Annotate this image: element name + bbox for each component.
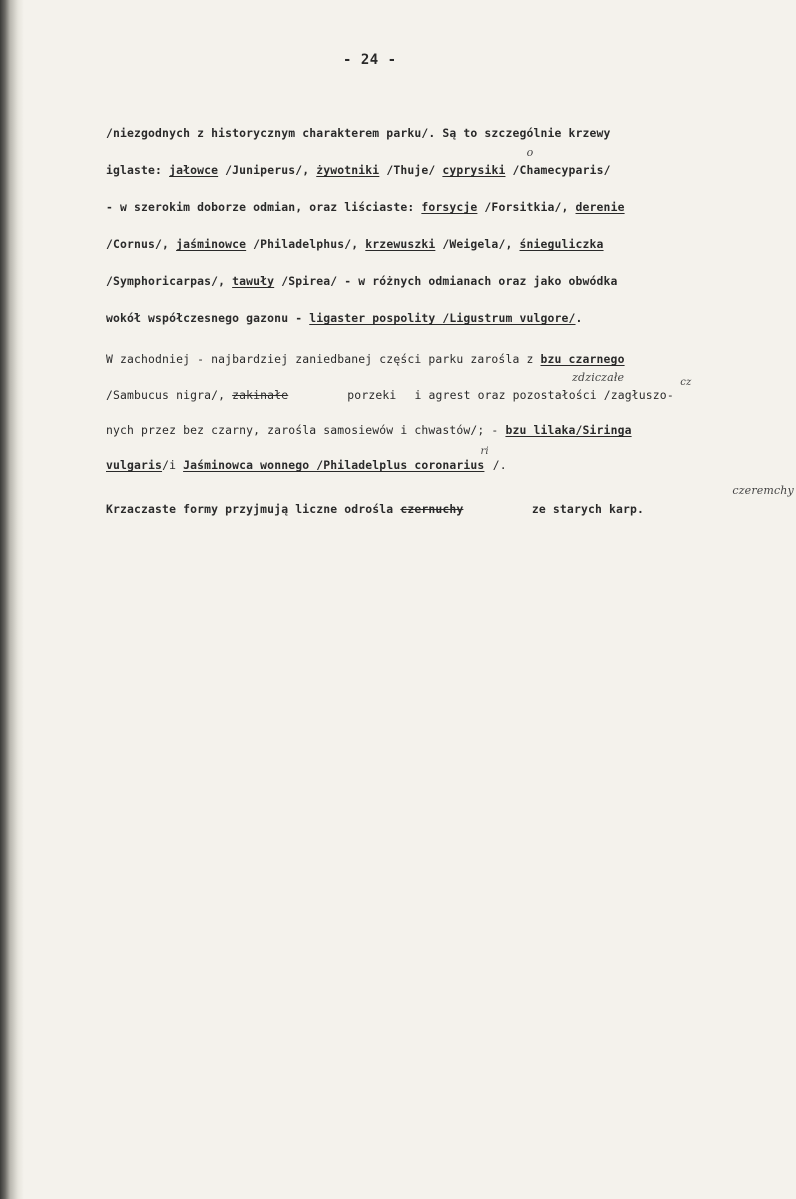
text-segment: /niezgodnych z historycznym charakterem parku/. Są to szczególnie krzewy bbox=[106, 126, 611, 140]
handwritten-correction: czeremchy bbox=[732, 484, 794, 497]
handwritten-correction: cz bbox=[680, 377, 692, 388]
page-number: - 24 - bbox=[343, 52, 397, 68]
underlined-term: śnieguliczka bbox=[519, 237, 604, 251]
text-segment: /i bbox=[162, 458, 184, 472]
underlined-term: ligaster pospolity /Ligustrum vulgore/ bbox=[309, 311, 576, 325]
text-segment: /Symphoricarpas/, bbox=[106, 274, 233, 288]
struck-word: czernuchy bbox=[400, 502, 464, 516]
text-segment: W zachodniej - najbardziej zaniedbanej części parku zarośla z bbox=[106, 352, 541, 366]
text-segment: i agrest oraz pozostałości /zagłuszo- bbox=[407, 388, 674, 402]
text-segment: ki bbox=[382, 388, 397, 402]
underlined-term: jałowce bbox=[169, 163, 219, 177]
binding-edge bbox=[0, 0, 24, 1199]
underlined-term: bzu lilaka/Siringa bbox=[505, 423, 632, 437]
text-segment: /Weigela/, bbox=[435, 237, 520, 251]
underlined-term: forsycje bbox=[421, 200, 478, 214]
correction-group bbox=[183, 446, 493, 472]
text-segment: /Thuje/ bbox=[379, 163, 443, 177]
underlined-term: Jaśminowca wonnego /Philadelplus coronarius bbox=[183, 458, 485, 472]
text-segment: /Forsitkia/, bbox=[477, 200, 576, 214]
text-line bbox=[106, 484, 794, 516]
text-segment: /Chamecyparis/ bbox=[505, 163, 611, 177]
underlined-term: derenie bbox=[575, 200, 625, 214]
text-segment: /Cornus/, bbox=[106, 237, 177, 251]
underlined-term: bzu czarnego bbox=[540, 352, 625, 366]
underlined-term: tawuły bbox=[232, 274, 275, 288]
text-line bbox=[106, 423, 632, 437]
text-line bbox=[106, 446, 507, 472]
struck-word: zakinałe bbox=[232, 388, 289, 402]
text-line bbox=[106, 274, 618, 288]
underlined-term: jaśminowce bbox=[176, 237, 247, 251]
text-segment: /Juniperus/, bbox=[218, 163, 317, 177]
underlined-term: krzewuszki bbox=[365, 237, 436, 251]
text-segment: /Spirea/ - w różnych odmianach oraz jako obwódka bbox=[274, 274, 618, 288]
text-segment: /Philadelphus/, bbox=[246, 237, 366, 251]
text-line bbox=[106, 200, 625, 214]
underlined-term: cyprysiki bbox=[442, 163, 506, 177]
text-segment: /Sambucus nigra/, bbox=[106, 388, 233, 402]
text-segment: porze bbox=[340, 388, 383, 402]
text-line bbox=[106, 237, 604, 251]
text-line bbox=[106, 371, 692, 402]
text-segment: - w szerokim doborze odmian, oraz liściaste: bbox=[106, 200, 422, 214]
text-segment: . bbox=[575, 311, 583, 325]
underlined-term: żywotniki bbox=[316, 163, 380, 177]
text-segment: iglaste: bbox=[106, 163, 170, 177]
text-segment: /. bbox=[492, 458, 507, 472]
handwritten-correction: ri bbox=[480, 446, 489, 457]
text-line bbox=[106, 352, 625, 366]
handwritten-correction: o bbox=[526, 146, 534, 159]
handwritten-correction: zdziczałe bbox=[572, 371, 625, 384]
underlined-term: vulgaris bbox=[106, 458, 163, 472]
text-line bbox=[106, 126, 611, 140]
text-segment: nych przez bez czarny, zarośla samosiewów i chwastów/; - bbox=[106, 423, 506, 437]
text-line bbox=[106, 311, 583, 325]
text-segment: ze starych karp. bbox=[524, 502, 645, 516]
text-segment: Krzaczaste formy przyjmują liczne odrośla bbox=[106, 502, 401, 516]
text-segment: wokół współczesnego gazonu - bbox=[106, 311, 310, 325]
text-line bbox=[106, 146, 611, 177]
